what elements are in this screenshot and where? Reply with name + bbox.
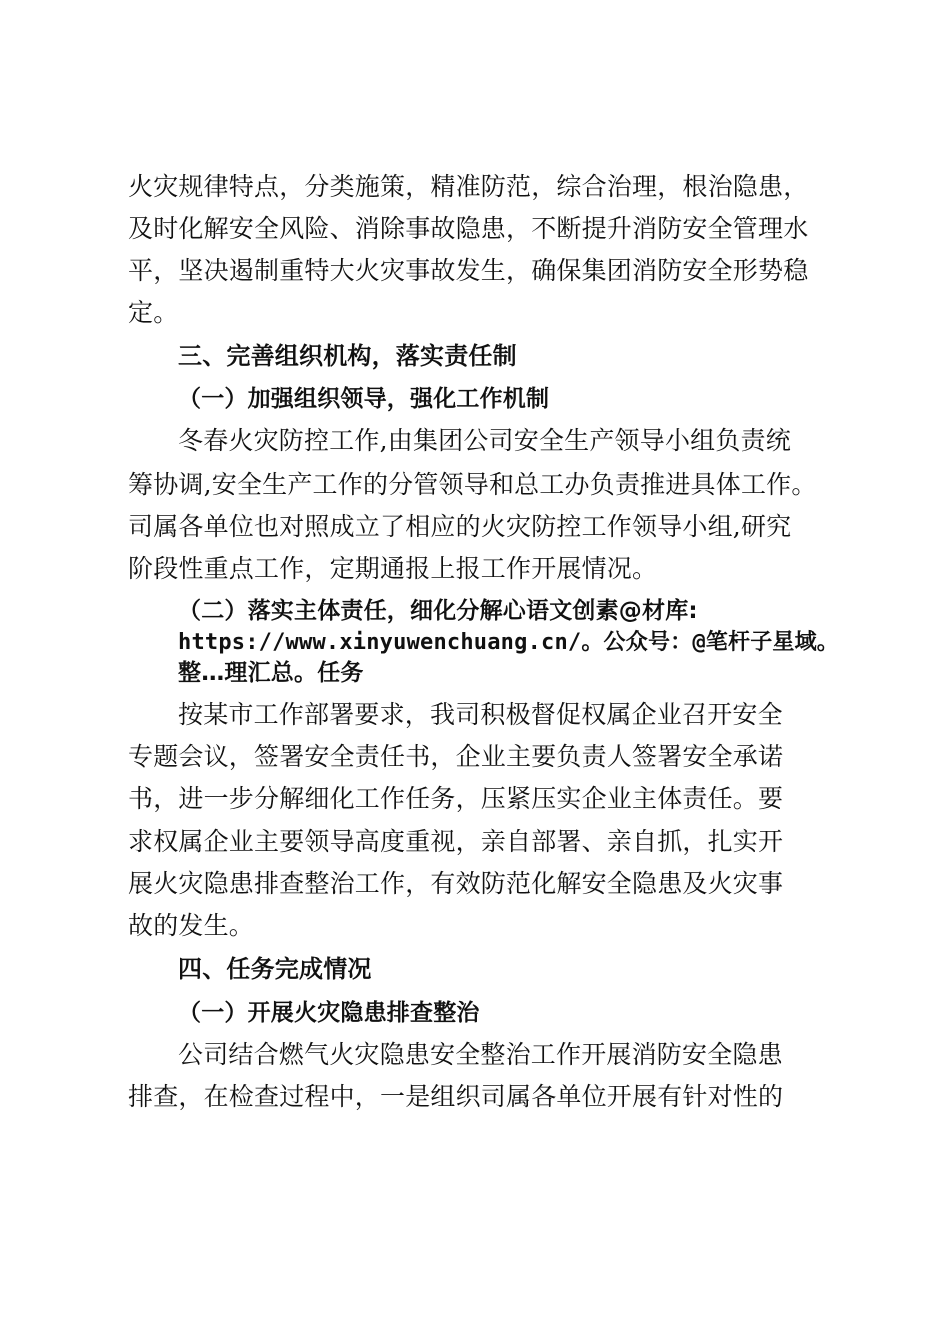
body-text-line: 专题会议，签署安全责任书，企业主要负责人签署安全承诺	[128, 742, 784, 771]
body-text-line: 及时化解安全风险、消除事故隐患，不断提升消防安全管理水	[128, 214, 809, 243]
subsection-heading: 整…理汇总。任务	[178, 660, 364, 686]
body-text-line: 展火灾隐患排查整治工作，有效防范化解安全隐患及火灾事	[128, 869, 784, 898]
body-text-line: 司属各单位也对照成立了相应的火灾防控工作领导小组,研究	[128, 512, 792, 541]
body-text-line: 排查，在检查过程中，一是组织司属各单位开展有针对性的	[128, 1082, 784, 1111]
body-text-line: 书，进一步分解细化工作任务，压紧压实企业主体责任。要	[128, 784, 784, 813]
body-text-line: 定。	[128, 298, 179, 327]
body-text-line: 求权属企业主要领导高度重视，亲自部署、亲自抓，扎实开	[128, 827, 784, 856]
subsection-heading: （二）落实主体责任，细化分解心语文创素@材库:	[178, 598, 698, 624]
body-text-line: 冬春火灾防控工作,由集团公司安全生产领导小组负责统	[178, 426, 791, 455]
subsection-heading: （一）加强组织领导，强化工作机制	[178, 386, 550, 412]
body-text-line: 阶段性重点工作，定期通报上报工作开展情况。	[128, 554, 658, 583]
section-heading: 三、完善组织机构，落实责任制	[178, 342, 517, 370]
body-text-line: 筹协调,安全生产工作的分管领导和总工办负责推进具体工作。	[128, 470, 817, 499]
body-text-line: 公司结合燃气火灾隐患安全整治工作开展消防安全隐患	[178, 1040, 783, 1069]
body-text-line: 故的发生。	[128, 911, 255, 940]
section-heading: 四、任务完成情况	[178, 955, 372, 983]
subsection-heading: （一）开展火灾隐患排查整治	[178, 1000, 480, 1026]
body-text-line: 火灾规律特点，分类施策，精准防范，综合治理，根治隐患，	[128, 172, 809, 201]
body-text-line: 平，坚决遏制重特大火灾事故发生，确保集团消防安全形势稳	[128, 256, 809, 285]
subsection-heading-url: https://www.xinyuwenchuang.cn/。公众号：@笔杆子星域。	[178, 630, 839, 655]
body-text-line: 按某市工作部署要求，我司积极督促权属企业召开安全	[178, 700, 783, 729]
